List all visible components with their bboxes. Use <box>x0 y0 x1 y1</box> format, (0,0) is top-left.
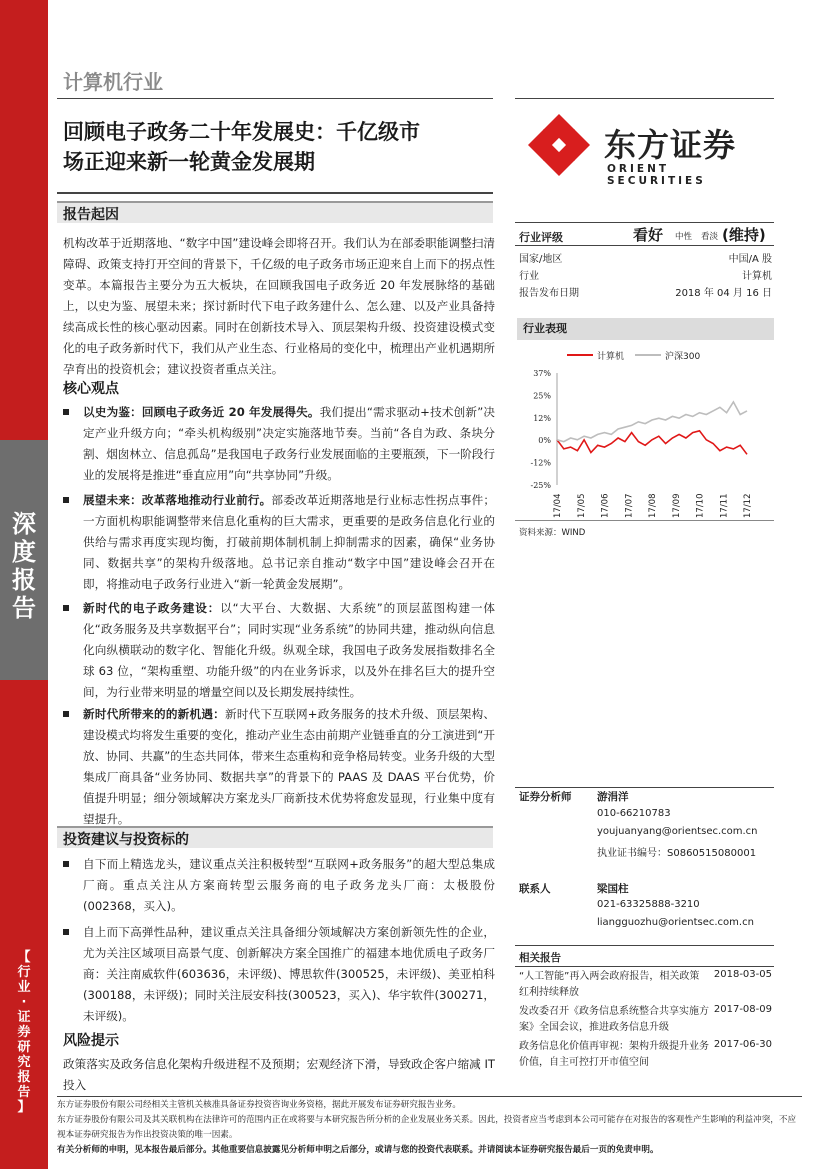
related-report-link[interactable]: 发改委召开《政务信息系统整合共享实施方案》全国会议，推进政务信息升级 <box>519 1006 709 1033</box>
related-report-date: 2018-03-05 <box>713 969 772 980</box>
contact-label: 联系人 <box>519 883 551 895</box>
series-char: 【 <box>17 950 31 965</box>
series-char: 证 <box>17 1010 31 1025</box>
section-title-origin: 报告起因 <box>63 207 119 223</box>
contact-email: liangguozhu@orientsec.com.cn <box>597 917 754 928</box>
contact-name: 梁国柱 <box>597 883 629 895</box>
analyst-label: 证券分析师 <box>519 791 572 803</box>
series-char: 究 <box>17 1055 31 1070</box>
core-point-text: 部委改革近期落地是行业标志性拐点事件；一方面机构职能调整带来信息化重构的巨大需求，更重要的是政务信息化行业的供给与需求再度实现均衡，打破前期体制机制上抑制需求的因素，确保“业务协同、数据共享”的架构升级落地。总书记亲自推动“数字中国”建设峰会召开在即，将推动电子政务行业进入“新一轮黄金发展期”。 <box>83 493 495 591</box>
rating-row-label: 国家/地区 <box>519 254 563 265</box>
x-tick-label: 17/07 <box>624 493 635 518</box>
report-type-char: 报 <box>12 566 36 594</box>
y-tick-label: -25% <box>530 481 551 490</box>
disclaimer-line: 东方证券股份有限公司及其关联机构在法律许可的范围内正在或将要与本研究报告所分析的企业发展业务关系。因此，投资者应当考虑到本公司可能存在对报告的客观性产生影响的利益冲突，不应视本证券研究报告为作出投资决策的唯一因素。 <box>57 1115 797 1140</box>
x-tick-label: 17/04 <box>553 493 563 518</box>
legend-label: 计算机 <box>597 352 625 362</box>
core-point-lead: 展望未来：改革落地推动行业前行。 <box>83 493 272 507</box>
y-tick-label: 25% <box>533 391 551 401</box>
rating-rule <box>515 245 774 246</box>
core-point-lead: 新时代所带来的的新机遇： <box>83 707 225 721</box>
x-tick-label: 17/10 <box>695 493 706 518</box>
title-divider <box>57 192 493 194</box>
industry-label: 计算机行业 <box>63 70 163 94</box>
x-tick-label: 17/12 <box>743 493 753 518</box>
core-point-text: 新时代下互联网+政务服务的技术升级、顶层架构、建设模式均将发生重要的变化，推动产业生态由前期产业链垂直的分工演进到“开放、协同、共赢”的生态共同体，带来生态重构和竞争格局转变。业务升级的大型集成厂商具备“业务协同、数据共享”的背景下的 PAAS 及 DAAS 平台优势，价值提升明显；细分领域解决方案龙头厂商新技术优势将愈发显现，行业集中度有望提升。 <box>83 707 495 826</box>
risk-paragraph: 政策落实及政务信息化架构升级进程不及预期；宏观经济下滑，导致政企客户缩减 IT 投入 <box>63 1057 495 1092</box>
header-divider-right <box>515 98 774 99</box>
related-report-date: 2017-06-30 <box>713 1039 772 1050</box>
core-point-lead: 以史为鉴：回顾电子政务近 20 年发展得失。 <box>83 405 320 419</box>
logo-text-cn: 东方证券 <box>604 126 737 164</box>
core-point <box>63 704 495 830</box>
rating-option: 中性 <box>675 232 693 242</box>
y-tick-label: -12% <box>530 458 551 468</box>
core-point <box>63 598 495 703</box>
rating-option: 看淡 <box>701 232 719 242</box>
rating-label: 行业评级 <box>519 231 563 244</box>
series-char: 研 <box>17 1040 31 1055</box>
series-char: 报 <box>17 1070 31 1085</box>
core-point <box>63 402 495 486</box>
section-title-core: 核心观点 <box>63 381 119 397</box>
section-title-risk: 风险提示 <box>63 1033 119 1049</box>
core-point-text: 我们提出“需求驱动+技术创新”决定产业升级方向；“牵头机构级别”决定实施落地节奏。当前“各自为政、条块分割、烟囱林立、信息孤岛”是我国电子政务行业发展面临的主要瓶颈，下一阶段行业的发展将是推进“垂直应用”向“共享协同”升级。 <box>83 405 495 482</box>
company-logo <box>528 110 768 187</box>
rating-status: (维持) <box>722 226 766 244</box>
series-line <box>557 402 747 442</box>
chart-source: 资料来源：WIND <box>519 528 586 538</box>
title-line: 场正迎来新一轮黄金发展期 <box>63 150 315 174</box>
x-tick-label: 17/11 <box>719 493 730 518</box>
rating-row-label: 行业 <box>519 271 539 282</box>
invest-point: 自下而上精选龙头，建议重点关注积极转型“互联网+政务服务”的超大型总集成厂商。重点关注从方案商转型云服务商的电子政务龙头厂商：太极股份(002368，买入)。 <box>63 854 495 917</box>
disclaimer-line-bold: 有关分析师的申明，见本报告最后部分。其他重要信息披露见分析师申明之后部分，或请与您的投资代表联系。并请阅读本证券研究报告最后一页的免责申明。 <box>57 1145 659 1155</box>
logo-text-en: ORIENT SECURITIES <box>607 163 706 187</box>
related-rule <box>515 945 774 946</box>
legend-label: 沪深300 <box>665 352 701 362</box>
series-char: 行 <box>17 965 31 980</box>
rating-value: 看好 <box>633 226 664 244</box>
report-type-char: 深 <box>12 510 36 538</box>
rating-row-value: 中国/A 股 <box>728 254 772 265</box>
related-report-link[interactable]: “人工智能”再入两会政府报告，相关政策红利持续释放 <box>519 971 700 998</box>
title-line: 回顾电子政务二十年发展史：千亿级市 <box>63 120 420 144</box>
disclaimer-line: 东方证券股份有限公司经相关主管机关核准具备证券投资咨询业务资格，据此开展发布证券研究报告业务。 <box>57 1100 461 1110</box>
analyst-cert: 执业证书编号：S0860515080001 <box>597 848 757 859</box>
y-tick-label: 12% <box>533 413 551 423</box>
report-type-char: 度 <box>12 538 36 566</box>
analyst-rule <box>515 787 774 788</box>
core-point-text: 以“大平台、大数据、大系统”的顶层蓝图构建一体化“政务服务及共享数据平台”；同时实现“业务系统”的协同共建，推动纵向信息化向纵横联动的数字化、智能化升级。纵观全球，我国电子政务发展指数排名全球 63 位，“架构重塑、功能升级”的内在业务诉求，以及外在排名巨大的提升空间，为行业带来明显的增量空间以及长期发展持续性。 <box>83 601 495 699</box>
invest-point: 自上而下高弹性品种，建议重点关注具备细分领域解决方案创新领先性的企业，尤为关注区域项目高景气度、创新解决方案全国推广的福建本地优质电子政务厂商：关注南威软件(603636，未评级)、博思软件(300525，未评级)、美亚柏科(300188，未评级)；同时关注辰安科技(300523，买入)、华宇软件(300271，未评级)。 <box>63 922 495 1027</box>
chart-header: 行业表现 <box>517 318 774 340</box>
series-char: · <box>21 995 27 1010</box>
report-type-char: 告 <box>12 594 36 622</box>
origin-paragraph: 机构改革于近期落地、“数字中国”建设峰会即将召开。我们认为在部委职能调整扫清障碍、政策支持打开空间的背景下，千亿级的电子政务市场正迎来自上而下的拐点性变革。本篇报告主要分为五大板块，在回顾我国电子政务近 20 年发展脉络的基础上，以史为鉴、展望未来；探讨新时代下电子政务建什么、怎么建、以及产业具备持续高成长性的核心驱动因素。同时在创新技术导入、顶层架构升级、投资建设模式变化的电子政务新时代下，我们从产业生态、行业格局的变化中，梳理出产业机遇期所孕育出的投资机会；建议投资者重点关注。 <box>63 236 495 376</box>
performance-chart <box>517 345 774 520</box>
series-line <box>557 431 747 455</box>
y-tick-label: 0% <box>538 436 551 446</box>
y-tick-label: 37% <box>533 369 551 378</box>
related-report-date: 2017-08-09 <box>713 1004 772 1015</box>
series-char: 告 <box>17 1085 31 1100</box>
rating-row-value: 计算机 <box>742 271 772 282</box>
analyst-email: youjuanyang@orientsec.com.cn <box>597 826 758 837</box>
chart-bottom-rule <box>515 520 774 521</box>
header-divider <box>57 98 493 99</box>
core-point-lead: 新时代的电子政务建设： <box>83 601 221 615</box>
related-title: 相关报告 <box>519 952 561 964</box>
rating-row-label: 报告发布日期 <box>519 288 579 299</box>
disclaimer <box>57 1098 802 1158</box>
x-tick-label: 17/08 <box>648 493 658 518</box>
logo-mark-icon <box>528 114 590 176</box>
related-rule <box>515 966 774 967</box>
rating-row-value: 2018 年 04 月 16 日 <box>675 288 772 299</box>
related-report-link[interactable]: 政务信息化价值再审视：架构升级提升业务价值，自主可控打开市值空间 <box>519 1041 709 1068</box>
series-char: 券 <box>17 1025 31 1040</box>
x-tick-label: 17/05 <box>576 493 587 518</box>
x-tick-label: 17/06 <box>600 493 611 518</box>
section-title-invest: 投资建议与投资标的 <box>63 832 189 848</box>
analyst-phone: 010-66210783 <box>597 808 671 819</box>
x-tick-label: 17/09 <box>671 493 682 518</box>
rating-top-rule <box>515 222 774 223</box>
section-bar <box>57 201 493 223</box>
series-char: 业 <box>17 980 31 995</box>
report-title <box>63 117 503 177</box>
core-point <box>63 490 495 595</box>
analyst-name: 游涓洋 <box>597 791 629 803</box>
series-char: 】 <box>17 1100 31 1115</box>
report-series-label <box>0 950 48 1115</box>
report-type-tab <box>0 440 48 680</box>
contact-phone: 021-63325888-3210 <box>597 899 700 910</box>
footer-rule <box>57 1096 802 1097</box>
